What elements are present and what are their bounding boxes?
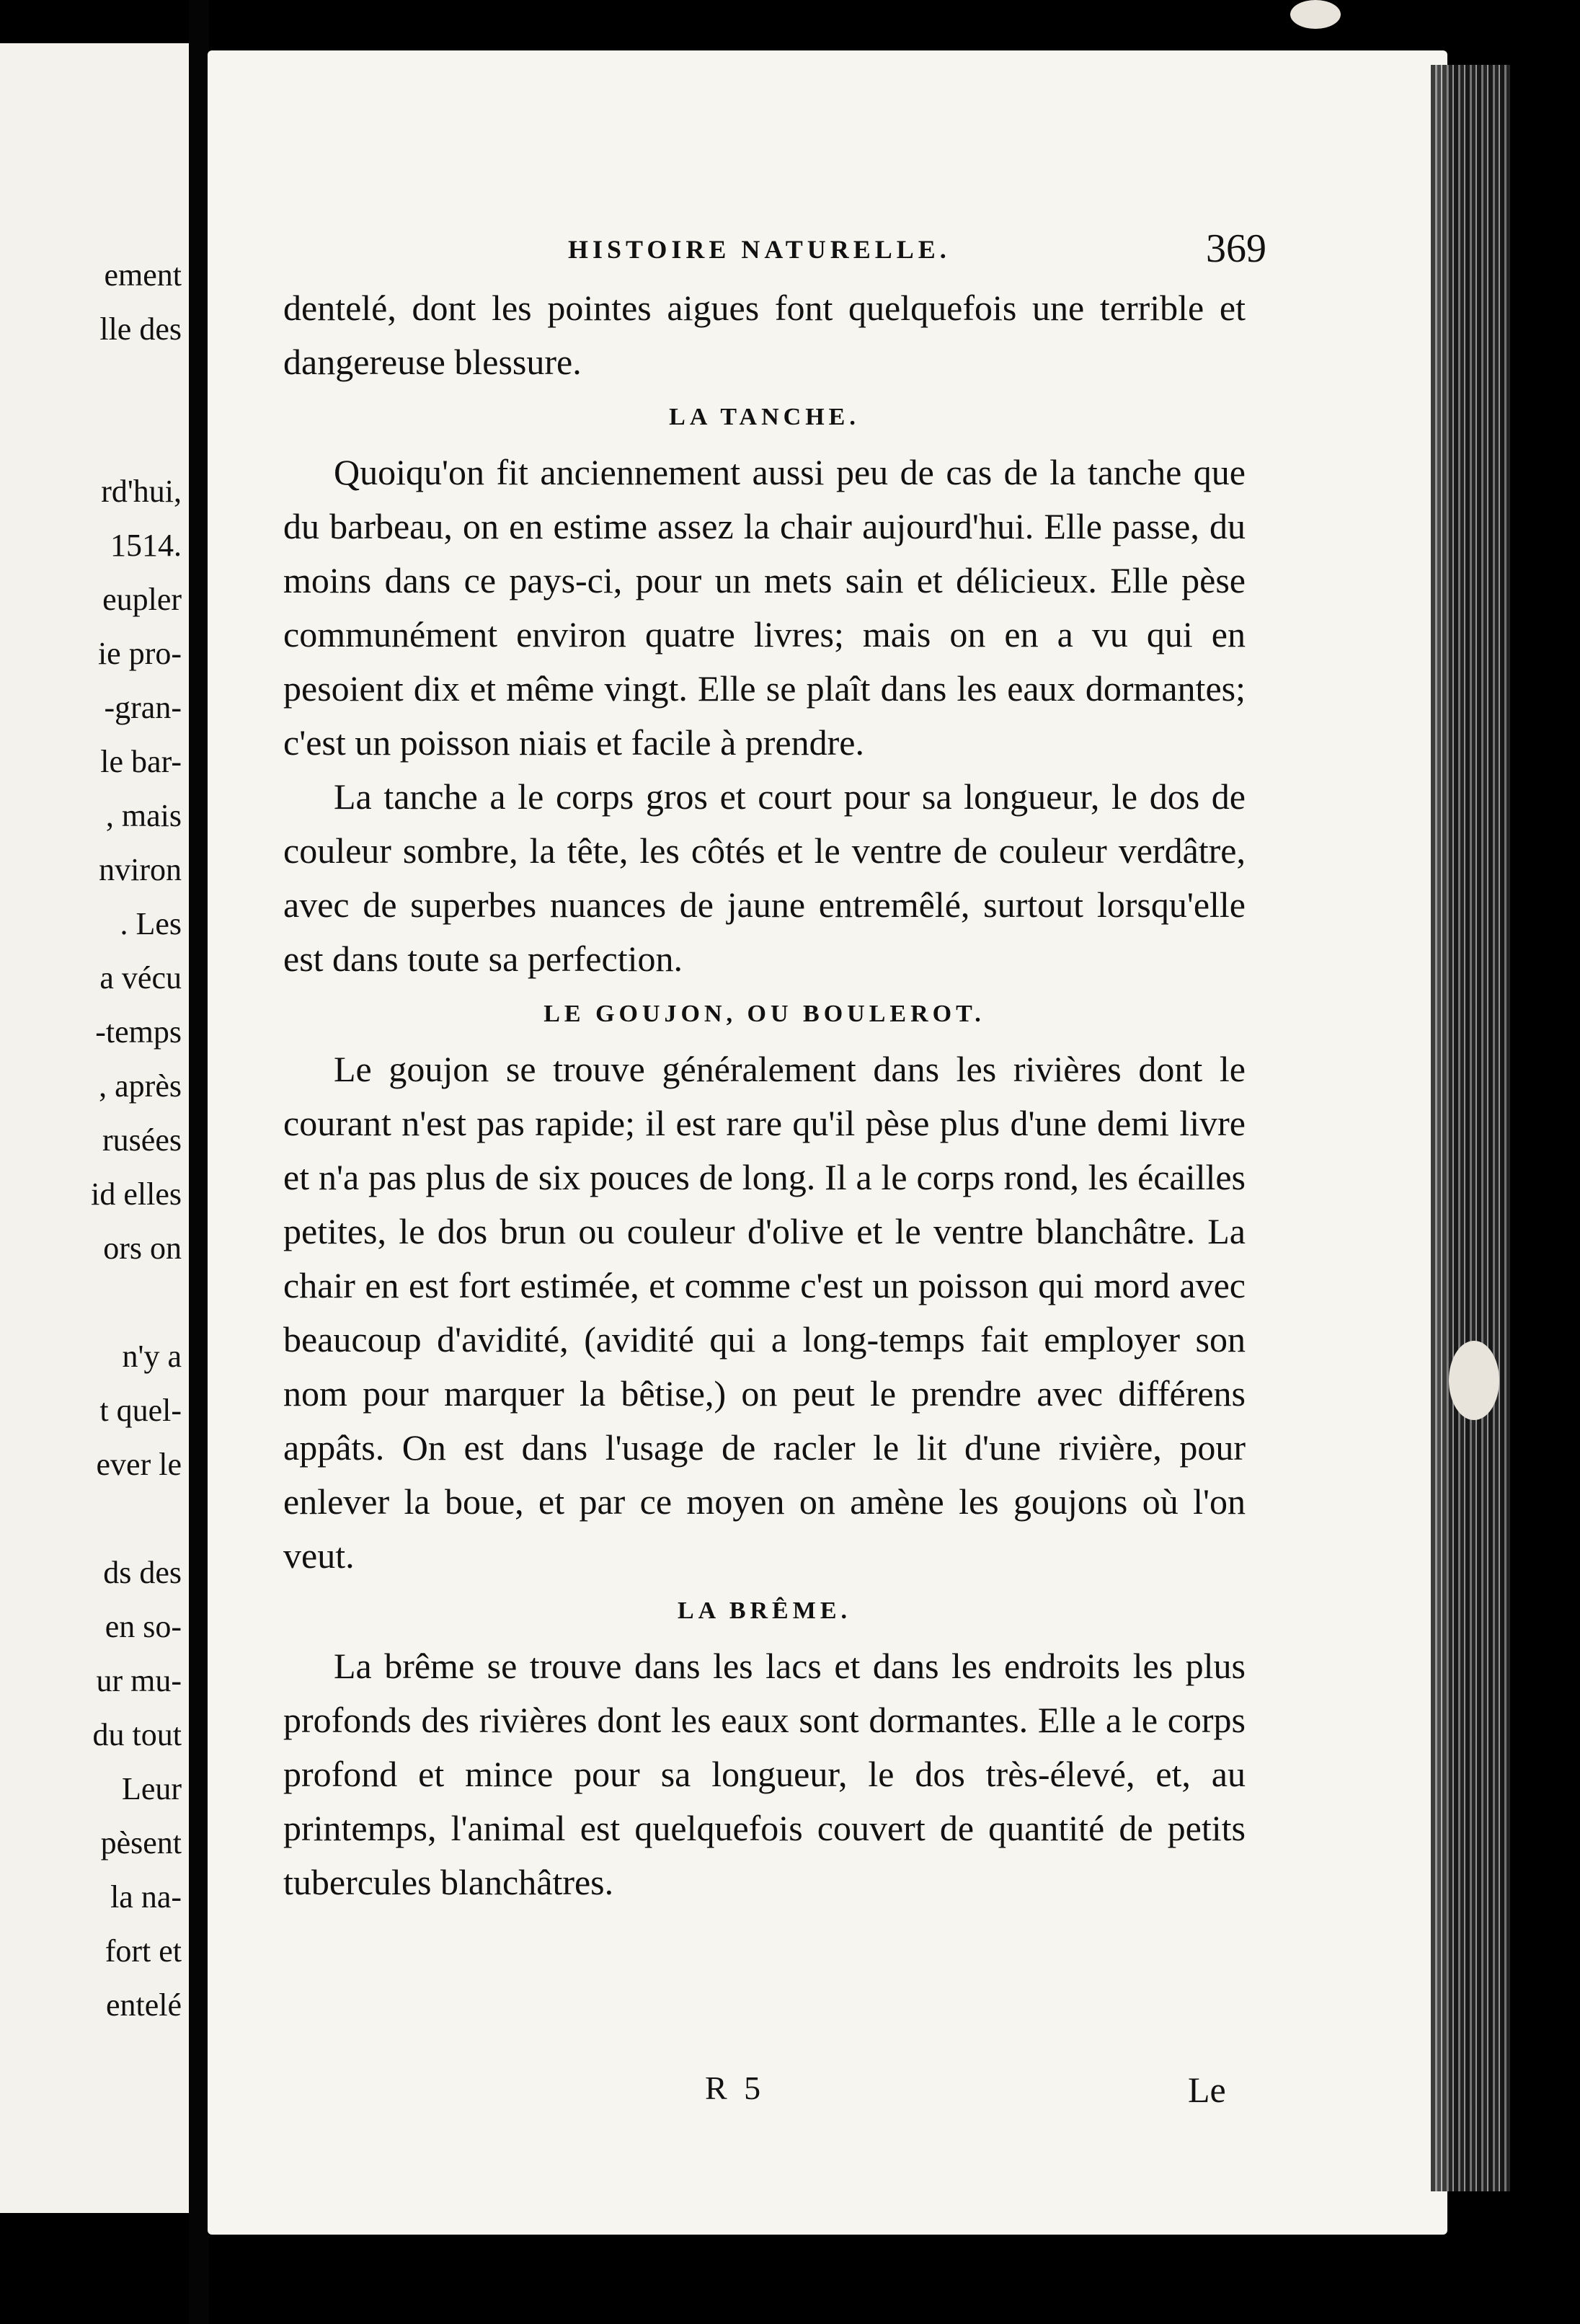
paper-blemish (1449, 1341, 1499, 1420)
left-page-line: id elles (91, 1176, 182, 1212)
left-page-line: eupler (102, 582, 182, 617)
left-page-line: pèsent (100, 1825, 182, 1860)
left-page-line: 1514. (110, 528, 182, 563)
section-title-goujon: LE GOUJON, OU BOULEROT. (543, 1001, 985, 1027)
left-page-line: ement (104, 257, 182, 293)
left-page-line: ors on (103, 1230, 182, 1266)
page-body (283, 281, 1246, 1910)
left-page-line: t quel- (99, 1393, 182, 1428)
page-number: 369 (1206, 226, 1266, 271)
left-page-line: Leur (121, 1771, 182, 1806)
paragraph-continuation: dentelé, dont les pointes aigues font quelquefois une terrible et dangereuse blessure. (283, 288, 1246, 382)
left-page-line: ds des (103, 1555, 182, 1590)
signature-mark: R 5 (705, 2070, 765, 2106)
paragraph-goujon: Le goujon se trouve généralement dans les rivières dont le courant n'est pas rapide; il est rare qu'il pèse plus d'une demi livre et n'a pas plus de six pouces de long. Il a le corps rond, les écailles petites, le dos brun ou couleur d'olive et le ventre blanchâtre. La chair en est fort estimée, et comme c'est un poisson qui mord avec beaucoup d'avidité, (avidité qui a long-temps fait employer son nom pour marquer la bêtise,) on peut le prendre avec différens appâts. On est dans l'usage de racler le lit d'une rivière, pour enlever la boue, et par ce moyen on amène les goujons où l'on veut. (283, 1049, 1246, 1576)
left-page-line: le bar- (100, 744, 182, 779)
left-page-line: lle des (99, 311, 182, 347)
left-page-line: -gran- (104, 690, 182, 725)
left-page-line: n'y a (122, 1339, 182, 1374)
left-page-line: rd'hui, (101, 474, 182, 509)
left-page-line: du tout (92, 1717, 182, 1752)
book-gutter (189, 0, 209, 2324)
left-page-line: . Les (120, 906, 182, 941)
running-head: HISTOIRE NATURELLE. (568, 235, 951, 264)
left-page-line: la na- (110, 1879, 182, 1915)
left-page-line: , après (99, 1068, 182, 1104)
left-page-line: ie pro- (97, 636, 182, 671)
left-page-line: rusées (102, 1122, 182, 1158)
section-title-tanche: LA TANCHE. (669, 404, 860, 430)
catchword: Le (1188, 2070, 1226, 2110)
left-page-line: , mais (105, 798, 182, 833)
left-page-line: ever le (96, 1447, 182, 1482)
left-page-fragment (0, 43, 189, 2213)
left-page-line: -temps (95, 1014, 182, 1050)
left-page-line: nviron (99, 852, 182, 887)
left-page-line: ur mu- (96, 1663, 182, 1698)
page-edge-stack (1431, 65, 1510, 2191)
paragraph-tanche-2: La tanche a le corps gros et court pour sa longueur, le dos de couleur sombre, la tête, les côtés et le ventre de couleur verdâtre, avec de superbes nuances de jaune entremêlé, surtout lorsqu'elle est dans toute sa perfection. (283, 776, 1246, 979)
left-page-line: entelé (105, 1987, 182, 2023)
left-page-line: fort et (105, 1933, 182, 1969)
paragraph-breme: La brême se trouve dans les lacs et dans les endroits les plus profonds des rivières dont les eaux sont dormantes. Elle a le corps profond et mince pour sa longueur, le dos très-élevé, et, au printemps, l'animal est quelquefois couvert de quantité de petits tubercules blanchâtres. (283, 1646, 1246, 1902)
book-page (208, 50, 1447, 2235)
paragraph-tanche-1: Quoiqu'on fit anciennement aussi peu de cas de la tanche que du barbeau, on en estime assez la chair aujourd'hui. Elle passe, du moins dans ce pays-ci, pour un mets sain et délicieux. Elle pèse communément environ quatre livres; mais on en a vu qui en pesoient dix et même vingt. Elle se plaît dans les eaux dormantes; c'est un poisson niais et facile à prendre. (283, 452, 1246, 763)
paper-blemish (1290, 0, 1341, 29)
left-page-line: a vécu (99, 960, 182, 995)
left-page-line: en so- (105, 1609, 182, 1644)
section-title-breme: LA BRÊME. (677, 1597, 852, 1624)
